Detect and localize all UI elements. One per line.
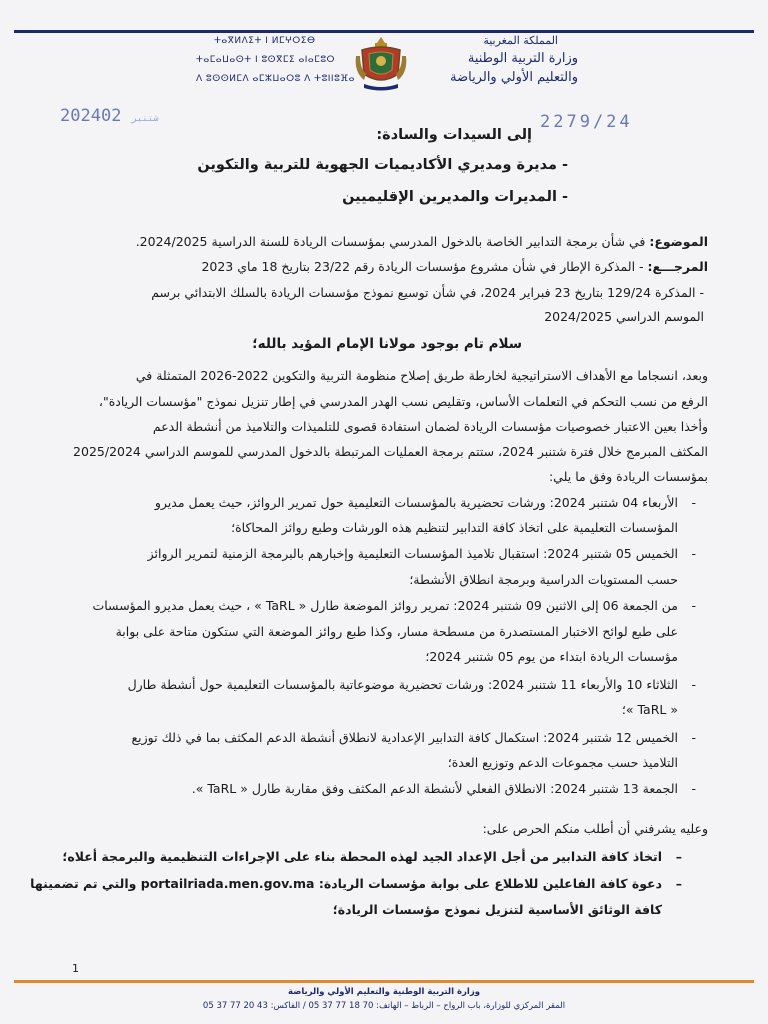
subject-line [136, 236, 708, 249]
item-2-line-1: الخميس 05 شتنبر 2024: استقبال تلاميذ المؤسسات التعليمية وإخبارهم بالبرمجة الزمنية لتمرير الروائز [147, 546, 678, 561]
subject-text: في شأن برمجة التدابير الخاصة بالدخول المدرسي بمؤسسات الريادة للسنة الدراسية 2024/2025. [135, 234, 650, 249]
stamp-year: 2024 [60, 106, 101, 126]
item-3-line-3: مؤسسات الريادة ابتداء من يوم 05 شتنبر 2024؛ [425, 649, 678, 664]
stamp-day: 02 [100, 106, 122, 126]
item-5-line-2: التلاميذ حسب مجموعات الدعم وتوزيع العدة؛ [447, 755, 678, 770]
closing-intro: وعليه يشرفني أن أطلب منكم الحرص على: [482, 821, 708, 836]
bullet-dash: - [691, 781, 696, 796]
intro-line-2: الرفع من نسب التحكم في التعلمات الأساس، وتقليص نسب الهدر المدرسي في إطار تنزيل نموذج "مؤسسات الريادة"، [98, 394, 708, 409]
addressee-heading: إلى السيدات والسادة: [376, 127, 532, 143]
bullet-dash: – [675, 876, 682, 891]
intro-line-1: وبعد، انسجاما مع الأهداف الاستراتيجية لخارطة طريق إصلاح منظومة التربية والتكوين 2022-2026 المتمثلة في [135, 368, 708, 383]
reference-line-3: الموسم الدراسي 2024/2025 [544, 309, 704, 324]
footer-rule [14, 980, 754, 983]
bullet-dash: - [691, 495, 696, 510]
item-4-line-2: « TaRL »؛ [621, 702, 678, 717]
item-3-line-2: على طبع لوائح الاختبار المستصدرة من مسطحة مسار، وكذا طبع روائز الموضعة التي ستكون متاحة على بوابة [115, 624, 678, 639]
reference-line-2: - المذكرة 129/24 بتاريخ 23 فبراير 2024، في شأن توسيع نموذج مؤسسات الريادة بالسلك الابتدائي برسم [151, 285, 704, 300]
intro-line-3: وأخذا بعين الاعتبار خصوصيات مؤسسات الريادة لضمان استفادة قصوى للتلميذات والتلاميذ من أنشطة الدعم [152, 419, 708, 434]
item-6-line-1: الجمعة 13 شتنبر 2024: الانطلاق الفعلي لأنشطة الدعم المكثف وفق مقاربة طارل « TaRL ». [191, 781, 678, 796]
tifinagh-line-1: ⵜⴰⴳⵍⴷⵉⵜ ⵏ ⵍⵎⵖⵔⵉⴱ [214, 36, 316, 46]
tifinagh-line-2: ⵜⴰⵎⴰⵡⴰⵙⵜ ⵏ ⵓⵙⴳⵎⵉ ⴰⵏⴰⵎⵓⵔ [196, 55, 336, 65]
stamp-month: شتنبر [131, 114, 159, 124]
arabic-header [378, 34, 578, 85]
kingdom-name: المملكة المغربية [483, 34, 558, 47]
date-stamp [60, 106, 169, 126]
item-1-line-2: المؤسسات التعليمية على اتخاذ كافة التدابير لتنظيم هذه الورشات وطبع روائز المحاكاة؛ [231, 520, 678, 535]
bullet-dash: - [691, 677, 696, 692]
item-4-line-1: الثلاثاء 10 والأربعاء 11 شتنبر 2024: ورشات تحضيرية موضوعاتية بالمؤسسات التعليمية حول أنشطة طارل [127, 677, 678, 692]
reference-stamp: 2279/24 [540, 112, 633, 132]
intro-line-4: المكثف المبرمج خلال فترة شتنبر 2024، ستتم برمجة العمليات المرتبطة بالدخول المدرسي للموسم الدراسي 2025/2024 [73, 444, 708, 459]
tifinagh-line-3: ⴷ ⵓⵙⵙⵍⵎⴷ ⴰⵎⵣⵡⴰⵔⵓ ⴷ ⵜⵓⵏⵏⵓⴼⴰ [196, 74, 355, 84]
bullet-dash: – [675, 849, 682, 864]
reference-line-1 [201, 261, 708, 274]
bullet-dash: - [691, 730, 696, 745]
footer-address: المقر المركزي للوزارة، باب الرواح – الرباط – الهاتف: 70 18 77 37 05 / الفاكس: 43 20 77 37 05 [202, 1001, 566, 1011]
closing-item-2-line-2: كافة الوثائق الأساسية لتنزيل نموذج مؤسسات الريادة؛ [332, 902, 662, 917]
intro-line-5: بمؤسسات الريادة وفق ما يلي: [548, 469, 708, 484]
item-3-line-1: من الجمعة 06 إلى الاثنين 09 شتنبر 2024: تمرير روائز الموضعة طارل « TaRL » ، حيث يعمل مديرو المؤسسات [92, 598, 678, 613]
bullet-dash: - [691, 546, 696, 561]
subject-label: الموضوع: [649, 234, 708, 249]
closing-item-1: اتخاذ كافة التدابير من أجل الإعداد الجيد لهذه المحطة بناء على الإجراءات التنظيمية والبرمجة أعلاه؛ [62, 849, 662, 864]
closing-item-2-line-1: دعوة كافة الفاعلين للاطلاع على بوابة مؤسسات الريادة: portailriada.men.gov.ma والتي تم تضمينها [30, 876, 662, 891]
tifinagh-header [196, 36, 376, 93]
item-1-line-1: الأربعاء 04 شتنبر 2024: ورشات تحضيرية بالمؤسسات التعليمية حول تمرير الروائز، حيث يعمل مديرو [154, 495, 678, 510]
footer-ministry: وزارة التربية الوطنية والتعليم الأولي والرياضة [287, 987, 481, 997]
greeting: سلام تام بوجود مولانا الإمام المؤيد بالله؛ [252, 336, 522, 352]
page-number: 1 [72, 962, 79, 975]
item-5-line-1: الخميس 12 شتنبر 2024: استكمال كافة التدابير الإعدادية لانطلاق أنشطة الدعم المكثف بما في ذلك توزيع [131, 730, 678, 745]
header-rule [14, 30, 754, 33]
reference-label: المرجـــع: [647, 259, 708, 274]
addressee-line-2: - المديرات والمديرين الإقليميين [342, 189, 568, 205]
reference-text: - المذكرة الإطار في شأن مشروع مؤسسات الريادة رقم 23/22 بتاريخ 18 ماي 2023 [201, 259, 648, 274]
ministry-name-1: وزارة التربية الوطنية [467, 51, 578, 66]
item-2-line-2: حسب المستويات الدراسية وبرمجة انطلاق الأنشطة؛ [409, 572, 678, 587]
ministry-name-2: والتعليم الأولي والرياضة [450, 70, 578, 85]
bullet-dash: - [691, 598, 696, 613]
addressee-line-1: - مديرة ومديري الأكاديميات الجهوية للتربية والتكوين [197, 157, 568, 173]
